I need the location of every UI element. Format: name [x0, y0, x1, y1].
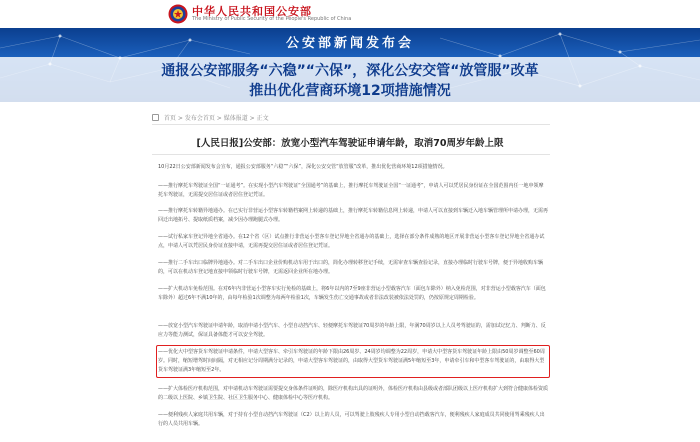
article-paragraph: ——推行摩托车驾驶证全国“一证通考”。在实现小型汽车驾驶证“全国通考”的基础上，推行摩托车驾驶证全国“一证通考”，申请人可以凭居民身份证在全国范围内任一地申领摩托车驾驶证，无需提交居住证或者居住登记凭证。: [158, 183, 544, 198]
breadcrumb-separator: >: [249, 115, 255, 122]
banner-headline-line2: 推出优化营商环境12项措施情况: [249, 83, 451, 99]
banner-headline-line1: 通报公安部服务“六稳”“六保”，深化公安交管“放管服”改革: [161, 63, 539, 79]
banner-heading: 公安部新闻发布会: [285, 36, 414, 51]
breadcrumb-divider: [152, 124, 550, 125]
title-divider: [152, 154, 550, 155]
police-emblem-icon: [168, 4, 188, 24]
breadcrumb-separator: >: [177, 115, 183, 122]
highlight-box: [156, 345, 550, 378]
site-subtitle: The Ministry of Public Security of the People's Republic of China: [192, 16, 352, 22]
article-paragraph-highlighted: ——优化大中型客货车驾驶证申请条件，申请大型客车、牵引车驾驶证的年龄下限由26周岁、24周岁均调整为22周岁，申请大中型客货车驾驶证年龄上限由50周岁调整至60周岁。同时，缩短增驾时间间隔，对无相应记分周期满分记录的，申请大型客车驾驶证的，由取得大型货车驾驶证满5年缩短至3年，申请牵引车和中型客车驾驶证的，由取得大型货车驾驶证满3年缩短至2年。: [158, 349, 545, 373]
home-icon: [152, 114, 159, 121]
breadcrumb-media-reports[interactable]: 媒体报道: [223, 115, 248, 122]
site-header: [0, 0, 700, 28]
article-paragraph: ——试行私家车登记异地全省通办。在12个省（区）试点推行非营运小型客车登记异地全省通办的基础上，选择在部分条件成熟的地区开展非营运小型客车登记异地全省通办试点，申请人可以凭居民身份证直接申请，无需再提交居住证或者居住登记凭证。: [158, 234, 545, 249]
article-paragraph: ——放宽小型汽车驾驶证申请年龄，取消申请小型汽车、小型自动挡汽车、轻便摩托车驾驶证70周岁的年龄上限，年满70周岁以上人员考驾驶证的，需加试记忆力、判断力、反应力等能力测试，保证具备体能才可以安全驾驶。: [158, 323, 546, 338]
breadcrumb-current: 正文: [256, 115, 269, 122]
article-paragraph: 10月22日公安部新闻发布会宣布，通报公安部服务“六稳”“六保”，深化公安交管“放管服”改革，推出优化营商环境12项措施情况。: [158, 164, 448, 170]
article-paragraph: ——扩大体检医疗机构范围，对申请机动车驾驶证需要提交身体条件证明的，除医疗机构出具的证明外，体检医疗机构由县级或者部队团级以上医疗机构扩大到符合健康体检资质的二级以上医院、乡镇卫生院、社区卫生服务中心、健康体检中心等医疗机构。: [158, 386, 549, 401]
breadcrumb-separator: >: [216, 115, 222, 122]
site-name[interactable]: 中华人民共和国公安部: [192, 5, 312, 18]
article-paragraph: ——推行二手车出口临牌异地通办。对二手车出口企业价购机动车用于出口的，简化办理转移登记手续，无需审查车辆查验记录，直接办理临时行驶车号牌，便于异地收购车辆的，可以在机动车登记地直接申领临时行驶车号牌，无需返回企业所在地办理。: [158, 260, 544, 275]
press-conference-banner: [0, 28, 700, 102]
article-title: [人民日报]公安部：放宽小型汽车驾驶证申请年龄，取消70周岁年龄上限: [196, 138, 504, 149]
article-paragraph: ——便利残疾人家庭共用车辆，对于持有小型自动挡汽车驾驶证（C2）以上的人员，可以驾驶上肢残疾人专用小型自动挡载客汽车，便利残疾人家庭成员共同使用驾乘残疾人出行的人员共用车辆。: [158, 412, 545, 427]
breadcrumb: [152, 113, 269, 122]
article-paragraph: ——推行摩托车转籍异地通办。在已实行非营运小型客车转籍档案网上转递的基础上，推行摩托车转籍信息网上转递，申请人可以直接到车辆迁入地车辆管理所申请办理，无需再回迁出地拓号、提取纸质档案，减少因办理跑腿式办理。: [158, 208, 549, 223]
article-paragraph: ——扩大机动车免检范围。在对6年内非营运小型客车实行免检的基础上，将6年以内的7至9座非营运小型载客汽车（面包车除外）纳入免检范围，对非营运小型载客汽车（面包车除外）超过6年不满10年的，由每年检验1次调整为每两年检验1次，车辆发生伤亡交通事故或者非法改装被依法处罚的，仍按原规定周期检验。: [158, 286, 546, 301]
breadcrumb-press-home[interactable]: 发布会首页: [184, 115, 215, 122]
breadcrumb-home[interactable]: 首页: [163, 115, 176, 122]
